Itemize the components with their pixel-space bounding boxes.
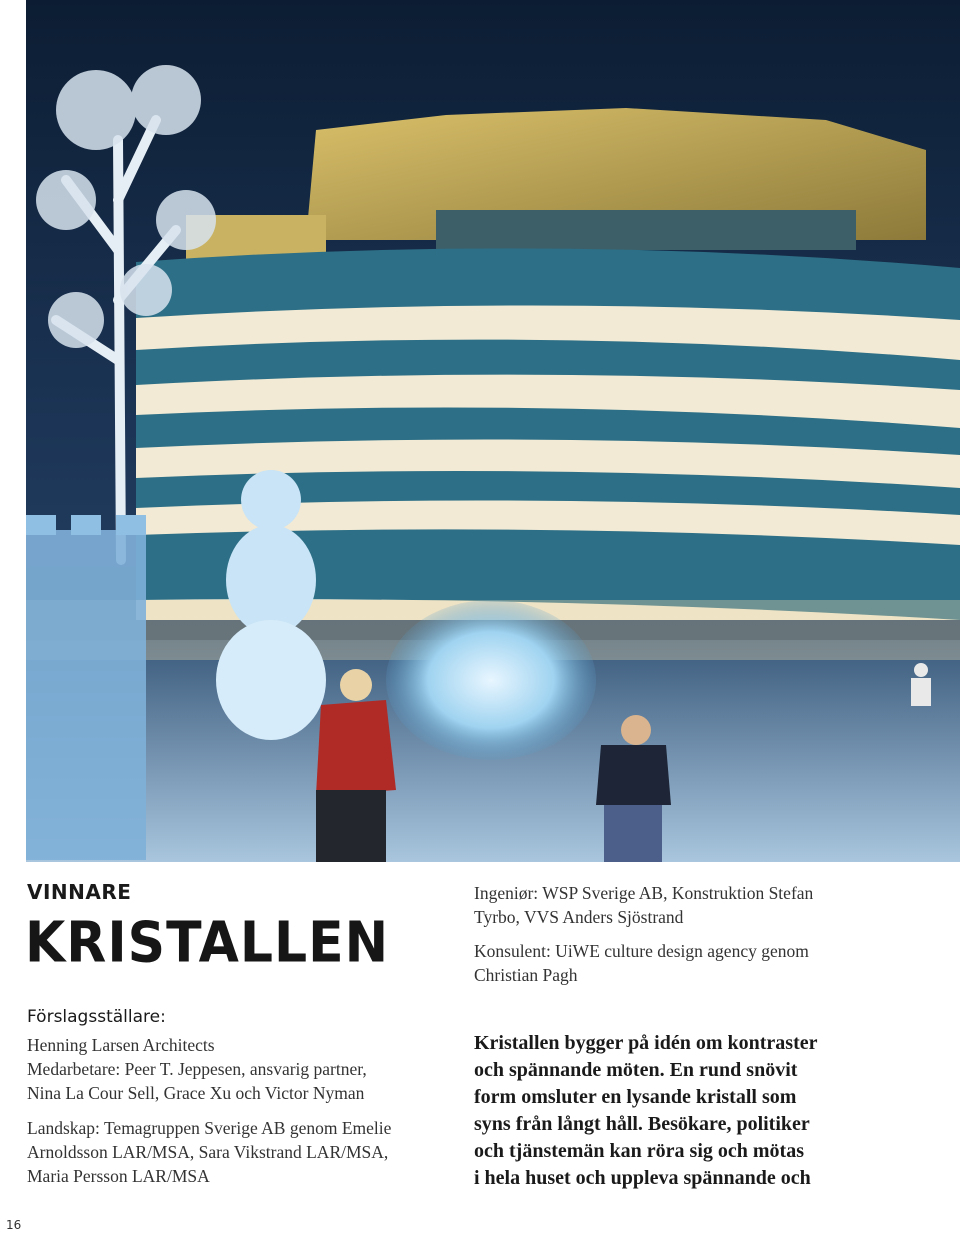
landscape-line: Maria Persson LAR/MSA (27, 1166, 210, 1186)
lead-line: Kristallen bygger på idén om kontraster (474, 1032, 818, 1054)
proposer-heading: Förslagsställare: (27, 1007, 166, 1027)
proposer-credits (27, 1033, 447, 1188)
lead-line: och spännande möten. En rund snövit (474, 1059, 798, 1081)
lead-line: och tjänstemän kan röra sig och mötas (474, 1140, 804, 1162)
credit-line: Henning Larsen Architects (27, 1035, 215, 1055)
engineer-line: Ingeniør: WSP Sverige AB, Konstruktion Stefan (474, 883, 814, 903)
credit-line: Medarbetare: Peer T. Jeppesen, ansvarig partner, (27, 1059, 367, 1079)
page-title: KRISTALLEN (25, 910, 390, 976)
lead-line: syns från långt håll. Besökare, politiker (474, 1113, 810, 1135)
architecture-photo (26, 0, 960, 862)
page-number: 16 (6, 1218, 22, 1232)
engineering-credits (474, 881, 934, 987)
engineer-line: Tyrbo, VVS Anders Sjöstrand (474, 907, 684, 927)
landscape-line: Landskap: Temagruppen Sverige AB genom Emelie (27, 1118, 392, 1138)
lead-line: i hela huset och uppleva spännande och (474, 1167, 811, 1189)
consultant-line: Konsulent: UiWE culture design agency genom (474, 941, 809, 961)
landscape-line: Arnoldsson LAR/MSA, Sara Vikstrand LAR/MSA, (27, 1142, 389, 1162)
consultant-line: Christian Pagh (474, 965, 578, 985)
section-label: VINNARE (27, 880, 132, 904)
credit-line: Nina La Cour Sell, Grace Xu och Victor Nyman (27, 1083, 365, 1103)
lead-paragraph (474, 1030, 944, 1192)
lead-line: form omsluter en lysande kristall som (474, 1086, 797, 1108)
